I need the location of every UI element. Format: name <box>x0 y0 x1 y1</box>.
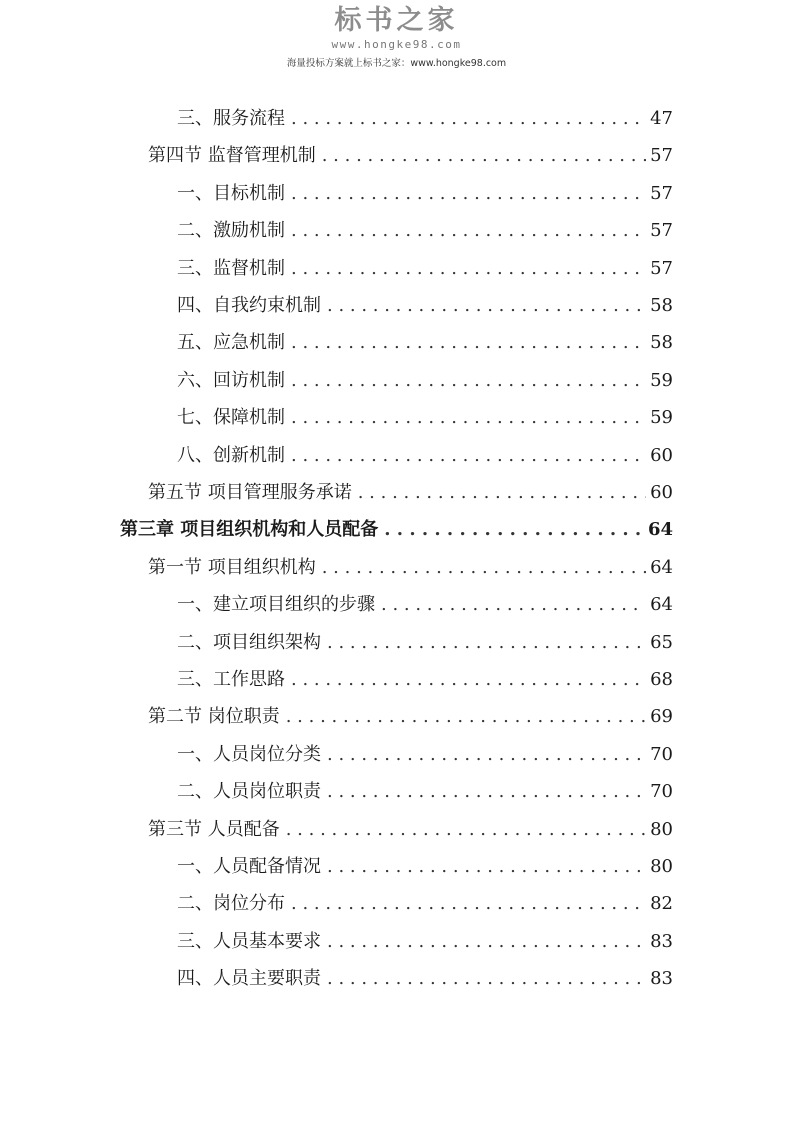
toc-entry-item[interactable] <box>177 964 673 994</box>
toc-page-number: 60 <box>650 444 673 466</box>
toc-dot-leader <box>291 216 646 246</box>
toc-entry-item[interactable] <box>177 291 673 321</box>
toc-entry-item[interactable] <box>177 852 673 882</box>
toc-entry-title: 八、创新机制 <box>177 444 285 466</box>
toc-entry-item[interactable] <box>177 328 673 358</box>
toc-page-number: 82 <box>650 893 673 915</box>
toc-entry-title: 二、项目组织架构 <box>177 631 321 653</box>
toc-page-number: 83 <box>650 930 673 952</box>
toc-entry-title: 第一节 项目组织机构 <box>148 556 316 578</box>
toc-entry-item[interactable] <box>177 889 673 919</box>
toc-entry-title: 第四节 监督管理机制 <box>148 145 316 167</box>
page-header <box>0 4 793 70</box>
toc-entry-title: 第三节 人员配备 <box>148 818 280 840</box>
toc-entry-title: 四、人员主要职责 <box>177 968 321 990</box>
toc-dot-leader <box>291 104 646 134</box>
toc-entry-title: 一、人员岗位分类 <box>177 743 321 765</box>
toc-entry-title: 三、监督机制 <box>177 257 285 279</box>
toc-dot-leader <box>291 665 646 695</box>
toc-entry-item[interactable] <box>177 216 673 246</box>
toc-dot-leader <box>358 478 646 508</box>
toc-dot-leader <box>327 927 646 957</box>
toc-page-number: 69 <box>650 706 673 728</box>
toc-dot-leader <box>291 403 646 433</box>
toc-dot-leader <box>327 291 646 321</box>
toc-page-number: 80 <box>650 856 673 877</box>
toc-entry-title: 第五节 项目管理服务承诺 <box>148 482 352 503</box>
toc-entry-title: 三、人员基本要求 <box>177 930 321 952</box>
toc-dot-leader <box>291 328 646 358</box>
toc-entry-item[interactable] <box>177 665 673 695</box>
toc-entry-title: 一、建立项目组织的步骤 <box>177 594 375 616</box>
toc-dot-leader <box>384 515 644 545</box>
toc-entry-item[interactable] <box>177 740 673 770</box>
toc-entry-title: 三、服务流程 <box>177 108 285 129</box>
toc-entry-item[interactable] <box>177 777 673 807</box>
toc-page-number: 57 <box>650 182 673 204</box>
toc-dot-leader <box>291 254 646 284</box>
toc-dot-leader <box>286 702 646 732</box>
toc-dot-leader <box>291 441 646 471</box>
logo-url: www.hongke98.com <box>331 38 462 51</box>
toc-page-number: 57 <box>650 257 673 279</box>
toc-entry-section[interactable] <box>148 702 673 732</box>
toc-entry-title: 三、工作思路 <box>177 669 285 690</box>
toc-page-number: 70 <box>650 781 673 803</box>
toc-page-number: 57 <box>650 145 673 167</box>
toc-entry-item[interactable] <box>177 628 673 658</box>
site-logo: 标书之家 <box>334 5 459 36</box>
toc-page-number: 59 <box>650 369 673 391</box>
toc-page-number: 68 <box>650 669 673 690</box>
toc-dot-leader <box>291 366 646 396</box>
toc-page-number: 64 <box>650 556 673 578</box>
toc-dot-leader <box>327 740 646 770</box>
toc-dot-leader <box>381 590 646 620</box>
toc-entry-title: 二、岗位分布 <box>177 893 285 915</box>
toc-dot-leader <box>327 777 646 807</box>
toc-page-number: 58 <box>650 332 673 354</box>
toc-page-number: 70 <box>650 743 673 765</box>
toc-entry-title: 四、自我约束机制 <box>177 295 321 316</box>
toc-page-number: 80 <box>650 818 673 840</box>
toc-entry-item[interactable] <box>177 927 673 957</box>
toc-entry-section[interactable] <box>148 553 673 583</box>
toc-page-number: 64 <box>650 594 673 616</box>
toc-dot-leader <box>291 889 646 919</box>
toc-entry-chapter[interactable] <box>120 515 673 545</box>
toc-entry-item[interactable] <box>177 403 673 433</box>
toc-page-number: 65 <box>650 631 673 653</box>
toc-entry-title: 第三章 项目组织机构和人员配备 <box>120 519 379 541</box>
header-tagline: 海量投标方案就上标书之家：www.hongke98.com <box>286 58 507 69</box>
toc-entry-title: 一、人员配备情况 <box>177 856 321 877</box>
toc-entry-title: 六、回访机制 <box>177 369 285 391</box>
toc-dot-leader <box>286 815 646 845</box>
toc-entry-title: 二、激励机制 <box>177 220 285 242</box>
toc-dot-leader <box>322 553 646 583</box>
toc-entry-title: 第二节 岗位职责 <box>148 706 280 728</box>
toc-entry-title: 五、应急机制 <box>177 332 285 354</box>
toc-page-number: 59 <box>650 407 673 429</box>
toc-dot-leader <box>327 628 646 658</box>
toc-page-number: 83 <box>650 968 673 990</box>
toc-entry-title: 二、人员岗位职责 <box>177 781 321 803</box>
toc-dot-leader <box>327 964 646 994</box>
toc-entry-title: 一、目标机制 <box>177 182 285 204</box>
toc-entry-item[interactable] <box>177 104 673 134</box>
toc-entry-title: 七、保障机制 <box>177 407 285 429</box>
toc-entry-section[interactable] <box>148 141 673 171</box>
toc-dot-leader <box>291 179 646 209</box>
toc-entry-item[interactable] <box>177 441 673 471</box>
toc-page-number: 57 <box>650 220 673 242</box>
toc-page-number: 64 <box>647 519 673 541</box>
toc-dot-leader <box>322 141 646 171</box>
toc-page-number: 60 <box>650 482 673 503</box>
toc-entry-section[interactable] <box>148 815 673 845</box>
toc-page-number: 58 <box>650 295 673 316</box>
toc-dot-leader <box>327 852 646 882</box>
toc-entry-item[interactable] <box>177 366 673 396</box>
toc-page-number: 47 <box>650 108 673 129</box>
toc-entry-section[interactable] <box>148 478 673 508</box>
toc-entry-item[interactable] <box>177 590 673 620</box>
toc-entry-item[interactable] <box>177 179 673 209</box>
toc-entry-item[interactable] <box>177 254 673 284</box>
